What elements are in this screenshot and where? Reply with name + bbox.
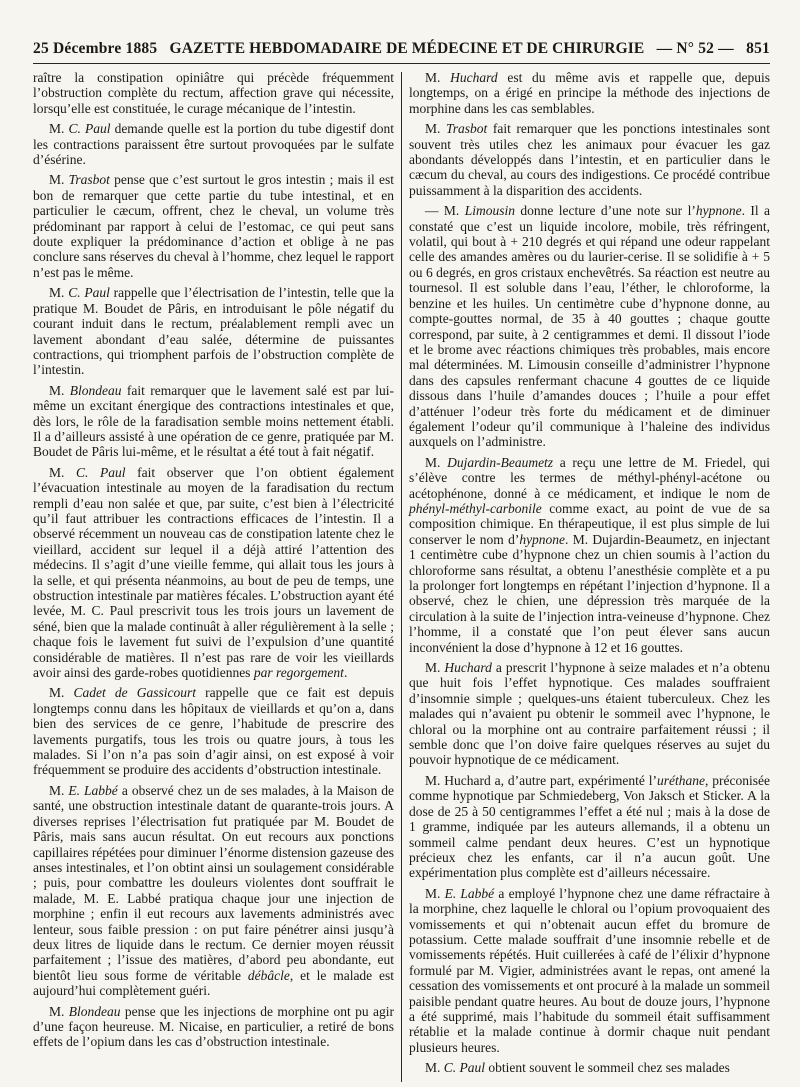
speaker-name: Cadet de Gassicourt <box>73 685 197 701</box>
paragraph: M. Dujardin-Beaumetz a reçu une lettre de M. Friedel, qui s’élève contre les termes de méthyl-phényl-acétone ou acétophénone, donné à ce médicament, et indique le nom de phényl-méthyl-carbonile comme exact, au point de vue de sa composition chimique. En thérapeutique, il est plus simple de lui conserver le nom d’hypnone. M. Dujardin-Beaumetz, en injectant 1 centimètre cube d’hypnone chez un chien soumis à l’action du chloroforme sans résultat, a obtenu l’anesthésie complète et a pu la prolonger fort longtemps en répétant l’injection d’hypnone. Il a observé, chez le chien, une dépression très marquée de la circulation à la suite de l’injection intra-veineuse d’hypnone. Chez l’homme, il a constaté que l’on peut élever sans aucun inconvénient la dose d’hypnone à 12 et 16 gouttes. <box>409 454 770 655</box>
paragraph: M. C. Paul demande quelle est la portion du tube digestif dont les contractions paraissent être surtout provoquées par le sulfate d’ésérine. <box>33 121 394 168</box>
speaker-name: E. Labbé <box>68 782 118 798</box>
paragraph: — M. Limousin donne lecture d’une note sur l’hypnone. Il a constaté que c’est un liquide incolore, mobile, très réfringent, volatil, qui bout à + 210 degrés et qui répand une odeur rappelant celle des amandes amères ou du laurier-cerise. Il se solidifie à + 5 ou 6 degrés, en gros cristaux enchevêtrés. Sa réaction est neutre au tournesol. Il est soluble dans l’eau, l’éther, le chloroforme, la benzine et les huiles. Un centimètre cube d’hypnone donne, au compte-gouttes normal, de 35 à 40 gouttes ; chaque goutte correspond, par suite, à 2 centigrammes et demi. Il dissout l’iode et le brome avec réactions chimiques très probables, mais encore mal déterminées. M. Limousin conseille d’administrer l’hypnone dans des capsules renfermant chacune 4 gouttes de ce liquide dissous dans l’huile d’amandes douces ; l’huile a pour effet d’atténuer l’odeur très forte du médicament et de diminuer également l’odeur qu’il communique à l’haleine des individus auxquels on l’administre. <box>409 203 770 450</box>
speaker-name: Trasbot <box>68 172 110 188</box>
speaker-name: Dujardin-Beaumetz <box>447 454 554 470</box>
paragraph: raître la constipation opiniâtre qui précède fréquemment l’obstruction complète du rectum, affection grave qui nécessite, lorsqu’elle est constituée, le curage mécanique de l’intestin. <box>33 70 394 116</box>
right-column <box>409 70 770 1082</box>
speaker-name: C. Paul <box>68 285 110 301</box>
left-column <box>33 70 394 1082</box>
paragraph: M. C. Paul obtient souvent le sommeil chez ses malades <box>425 1060 730 1076</box>
speaker-name: C. Paul <box>443 1060 486 1076</box>
column-divider <box>401 72 402 1082</box>
italic-term: uréthane <box>657 772 706 788</box>
speaker-name: Blondeau <box>68 1003 121 1019</box>
issue-number: — N° 52 — <box>656 40 734 57</box>
italic-term: hypnone <box>519 531 566 547</box>
header-date: 25 Décembre 1885 <box>33 40 158 57</box>
speaker-name: Huchard <box>450 70 498 85</box>
speaker-name: Blondeau <box>69 382 122 398</box>
speaker-name: C. Paul <box>76 464 126 480</box>
speaker-name: Trasbot <box>445 121 488 137</box>
paragraph: M. Huchard a prescrit l’hypnone à seize malades et n’a obtenu que huit fois l’effet hypnotique. Ces malades souffraient d’insomnie simple ; quelques-uns étaient tuberculeux. Chez les malades qui n’avaient pu obtenir le sommeil avec l’hypnone, le chloral ou la morphine ont au contraire parfaitement réussi ; il semble donc que l’on doive faire quelques réserves au sujet du pouvoir hypnotique de ce médicament. <box>409 660 770 768</box>
paragraph: M. E. Labbé a observé chez un de ses malades, à la Maison de santé, une obstruction intestinale datant de quarante-trois jours. A diverses reprises l’électrisation fut pratiquée par M. Boudet de Pâris, mais sans aucun résultat. On eut recours aux ponctions capillaires répétées pour diminuer l’énorme distension gazeuse des anses intestinales, et l’on obtint ainsi un soulagement considérable ; puis, pour combattre les douleurs violentes dont souffrait le malade, M. E. Labbé pratiqua chaque jour une injection de morphine ; enfin il eut recours aux lavements administrés avec lenteur, sous faible pression : on put faire pénétrer ainsi jusqu’à deux litres de liquide dans le rectum. Ce dernier moyen réussit parfaitement ; l’issue des matières, d’abord peu abondante, eut bientôt lieu sous forme de véritable débâcle, et le malade est aujourd’hui complètement guéri. <box>33 782 394 999</box>
paragraph: M. Trasbot pense que c’est surtout le gros intestin ; mais il est bon de remarquer que cette partie du tube intestinal, et en particulier le cæcum, offrent, chez le cheval, un volume très prédominant par rapport à celui de l’estomac, ce qui peut sans doute expliquer la prédominance d’action et oblige à ne pas conclure sans réserves du cheval à l’homme, chez lequel le rapport n’est pas le même. <box>33 172 394 280</box>
paragraph: M. Huchard a, d’autre part, expérimenté l’uréthane, préconisée comme hypnotique par Schmiedeberg, Von Jaksch et Sticker. A la dose de 25 à 50 centigrammes l’effet a été nul ; mais à la dose de 1 gramme, indiquée par les auteurs allemands, il a obtenu un sommeil calme pendant deux heures. C’est un hypnotique précieux chez les enfants, car il n’a aucun goût. Une expérimentation plus complète est d’ailleurs nécessaire. <box>409 772 770 881</box>
journal-title: GAZETTE HEBDOMADAIRE DE MÉDECINE ET DE CHIRURGIE <box>169 40 645 57</box>
speaker-name: C. Paul <box>68 121 111 137</box>
paragraph: M. Cadet de Gassicourt rappelle que ce fait est depuis longtemps connu dans les hôpitaux de vieillards et qu’on a, dans bien des services de ce genre, l’habitude de prescrire des lavements purgatifs, tous les trois ou quatre jours, à tous les malades. Si l’on n’a pas soin d’agir ainsi, on est exposé à voir fréquemment se produire des accidents d’obstruction intestinale. <box>33 685 394 778</box>
italic-term: débâcle <box>247 967 290 983</box>
page-number: 851 <box>746 40 770 57</box>
paragraph: M. Trasbot fait remarquer que les ponctions intestinales sont souvent très utiles chez les animaux pour évacuer les gaz abondants développés dans l’intestin, et en particulier dans le cæcum du cheval, au cours des indigestions. Ce procédé contribue puissamment à la disparition des accidents. <box>409 121 770 198</box>
two-column-body <box>33 70 770 1082</box>
speaker-name: E. Labbé <box>444 885 495 901</box>
italic-term: phényl-méthyl-carbonile <box>409 500 542 516</box>
paragraph: M. Blondeau fait remarquer que le lavement salé est par lui-même un excitant énergique des contractions intestinales et que, dès lors, le rôle de la faradisation semble moins nettement établi. Il a d’ailleurs assisté à une opération de ce genre, pratiquée par M. Boudet de Pâris lui-même, et le résultat a été tout à fait négatif. <box>33 382 394 460</box>
speaker-name: Huchard <box>444 660 492 676</box>
paragraph: M. Blondeau pense que les injections de morphine ont pu agir d’une façon heureuse. M. Nicaise, en particulier, a retiré de bons effets de l’opium dans les cas d’obstruction intestinale. <box>33 1003 394 1050</box>
italic-term: par regorgement <box>253 665 344 681</box>
paragraph: M. C. Paul rappelle que l’électrisation de l’intestin, telle que la pratique M. Boudet de Pâris, en introduisant le pôle négatif du courant induit dans le rectum, préalablement rempli avec un lavement abondant d’eau salée, détermine de puissantes contractions, qui triomphent parfois de l’obstruction complète de l’intestin. <box>33 285 394 378</box>
running-header <box>33 40 770 64</box>
paragraph: M. E. Labbé a employé l’hypnone chez une dame réfractaire à la morphine, chez laquelle le chloral ou l’opium provoquaient des vomissements et qui n’obtenait aucun effet du bromure de potassium. Cette malade souffrait d’une insomnie rebelle et de vomissements répétés. Huit cuillerées à café de l’élixir d’hypnone formulé par M. Vigier, administrées avant le repas, ont amené la cessation des vomissements et ont procuré à la malade un sommeil paisible pendant quatre heures. Au bout de douze jours, l’hypnone a été supprimé, mais l’habitude du sommeil était suffisamment rétablie et la malade continue à dormir chaque nuit pendant plusieurs heures. <box>409 885 770 1055</box>
paragraph: M. C. Paul fait observer que l’on obtient également l’évacuation intestinale au moyen de la faradisation du rectum rempli d’eau non salée et que, par suite, c’est bien à l’électricité qu’il faut attribuer les contractions efficaces de l’intestin. Il a observé récemment un nouveau cas de constipation latente chez le vieillard, accident sur lequel il a déjà attiré l’attention des médecins. Il s’agit d’une vieille femme, qui allait tous les jours à la selle, et qui présenta néanmoins, au bout de peu de temps, une obstruction intestinale par matières fécales. L’obstruction ayant été levée, M. C. Paul prescrivit tous les trois jours un lavement de séné, bien que la malade continuât à aller régulièrement à la selle ; chaque fois le lavement fut suivi de l’expulsion d’une quantité considérable de matières. Il n’est pas rare de voir les vieillards avoir ainsi des garde-robes quotidiennes par regorgement. <box>33 464 394 681</box>
italic-term: hypnone <box>695 203 742 219</box>
paragraph: M. Huchard est du même avis et rappelle que, depuis longtemps, on a érigé en principe la méthode des injections de morphine dans les cas semblables. <box>409 70 770 116</box>
speaker-name: Limousin <box>464 203 515 219</box>
